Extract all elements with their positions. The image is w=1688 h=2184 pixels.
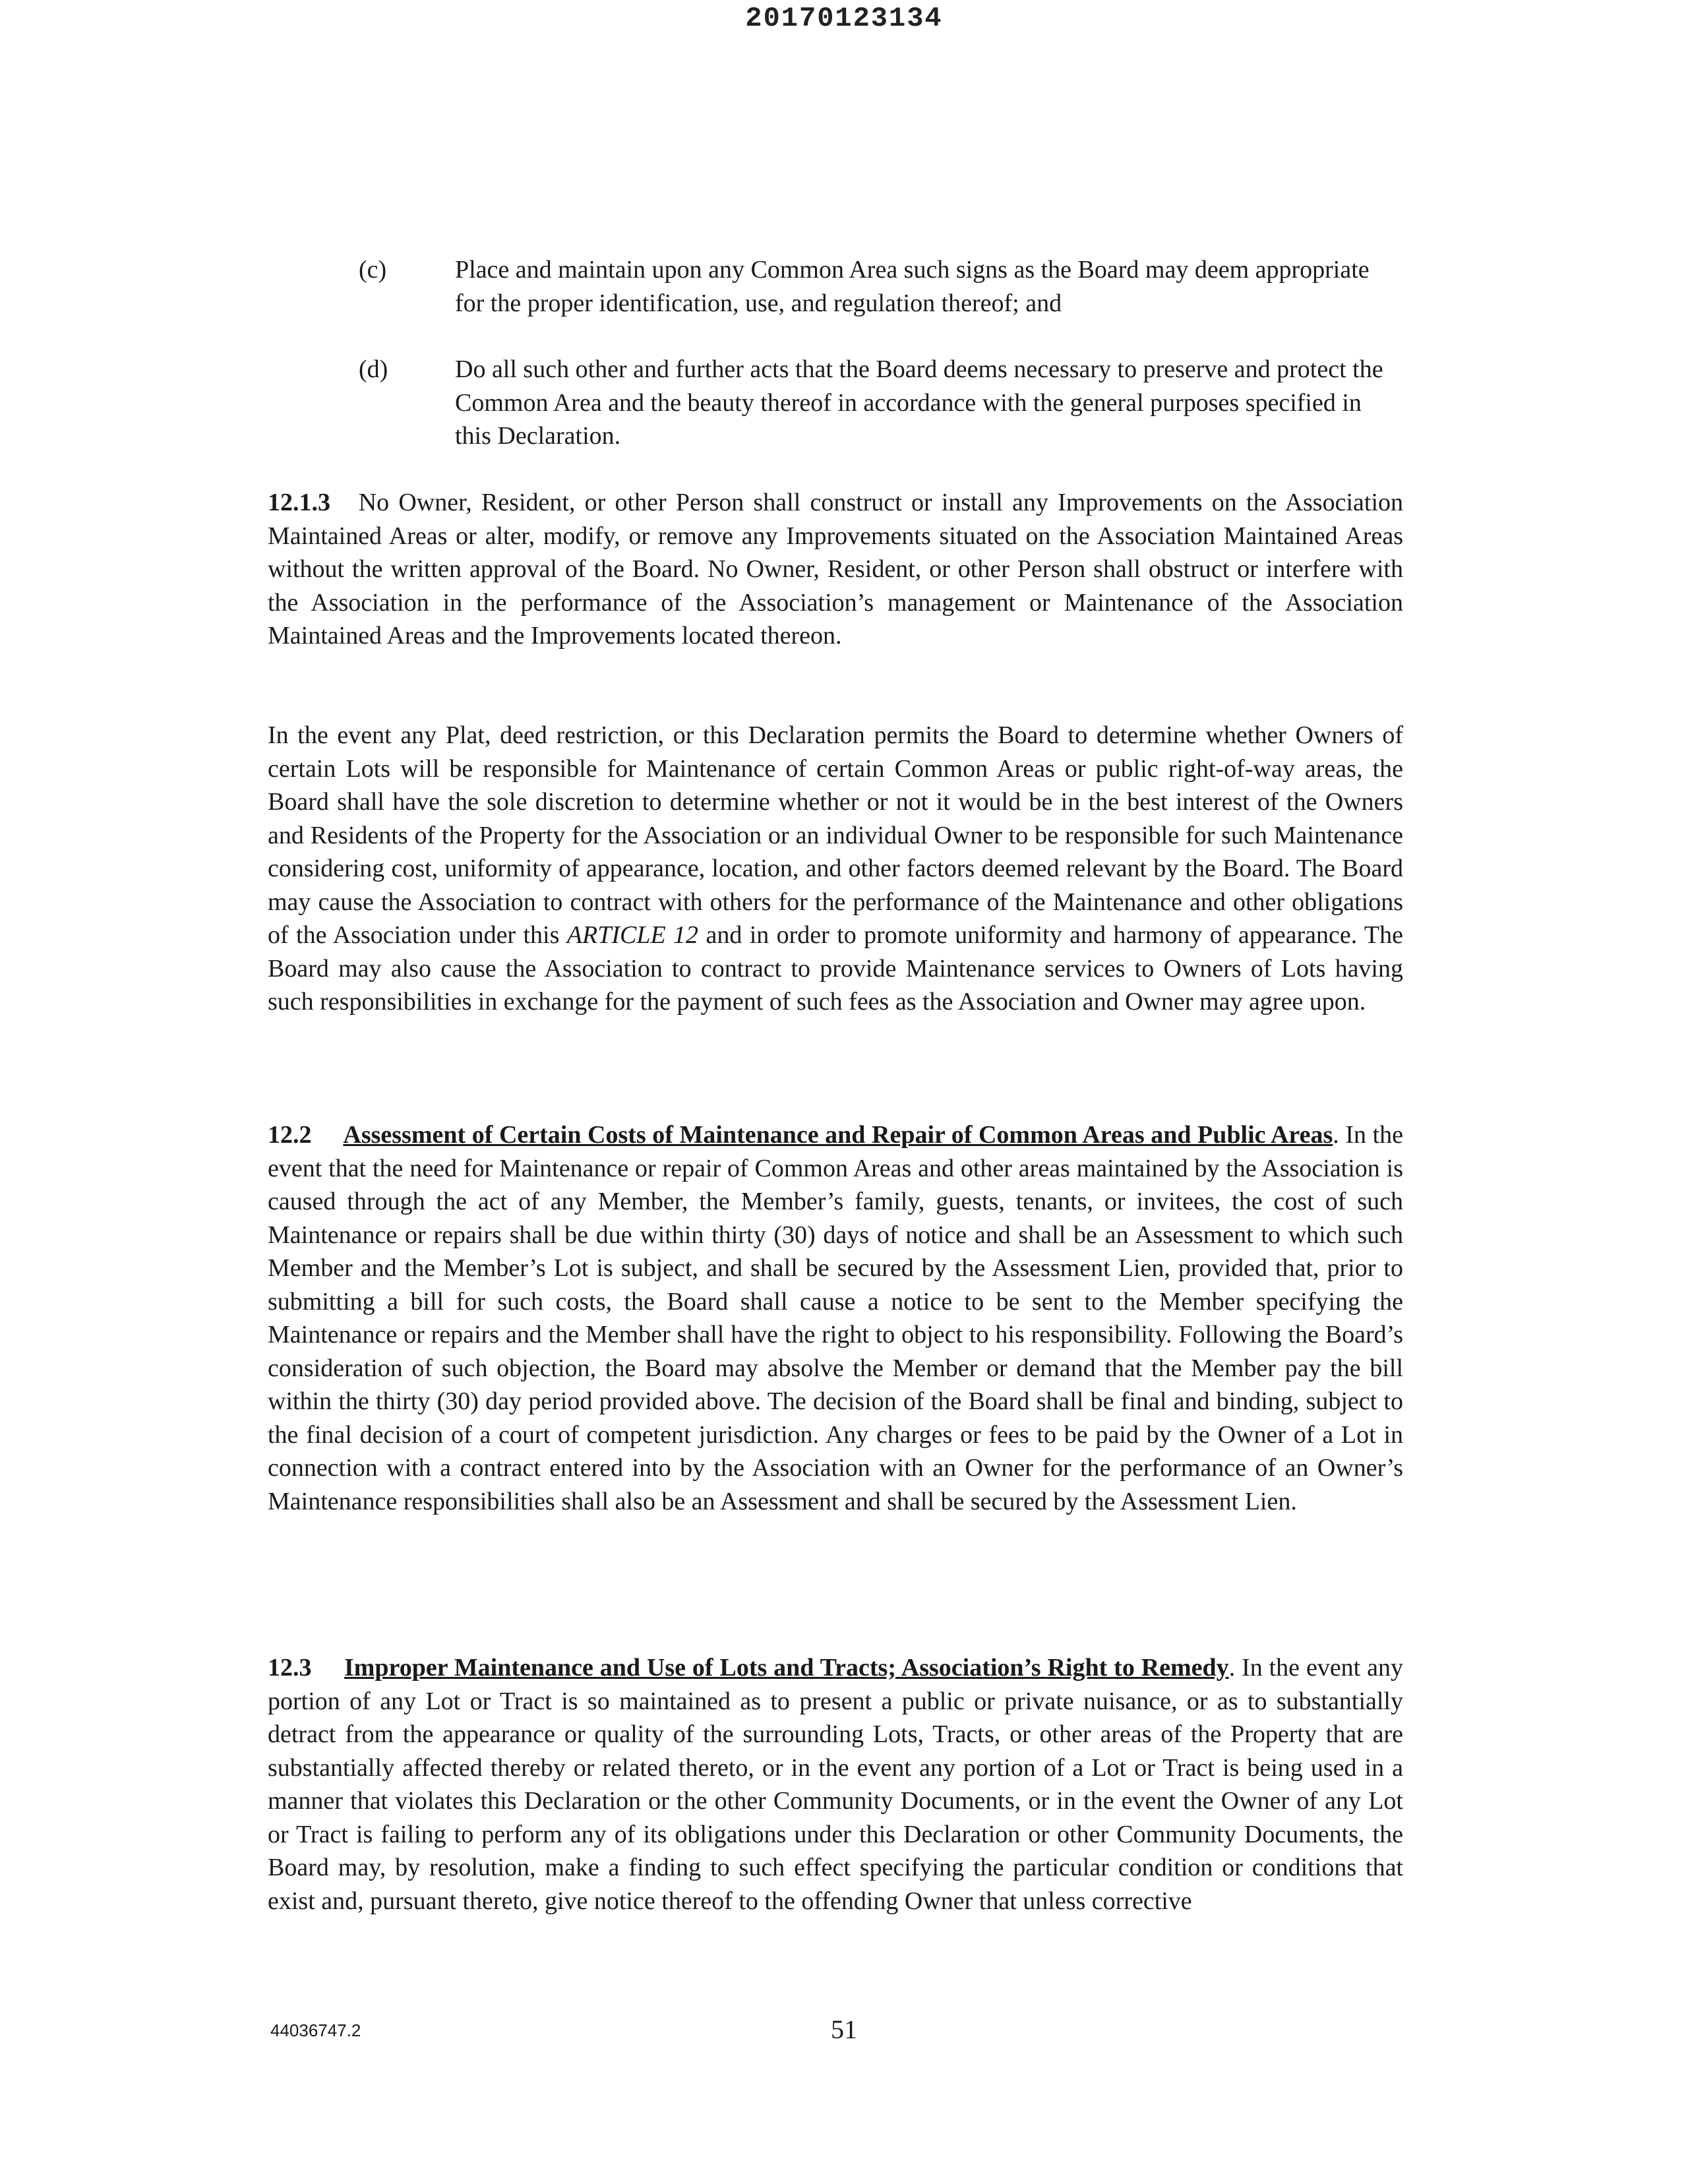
- section-number: 12.3: [268, 1654, 312, 1682]
- item-c-text: Place and maintain upon any Common Area such signs as the Board may deem appropriate for the proper identification, use, and regulation thereof; and: [455, 256, 1370, 317]
- section-12-1-3: [268, 486, 1403, 653]
- section-body: . In the event that the need for Maintenance or repair of Common Areas and other areas maintained by the Association is caused through the act of any Member, the Member’s family, guests, tenants, or invitees, the cost of such Maintenance or repairs shall be due within thirty (30) days of notice and shall be an Assessment to which such Member and the Member’s Lot is subject, and shall be secured by the Assessment Lien, provided that, prior to submitting a bill for such costs, the Board shall cause a notice to be sent to the Member specifying the Maintenance or repairs and the Member shall have the right to object to his responsibility. Following the Board’s consideration of such objection, the Board may absolve the Member or demand that the Member pay the bill within the thirty (30) day period provided above. The decision of the Board shall be final and binding, subject to the final decision of a court of competent jurisdiction. Any charges or fees to be paid by the Owner of a Lot in connection with a contract entered into by the Association with an Owner for the performance of an Owner’s Maintenance responsibilities shall also be an Assessment and shall be secured by the Assessment Lien.: [268, 1121, 1403, 1515]
- section-number: 12.1.3: [268, 489, 330, 516]
- section-title: Improper Maintenance and Use of Lots and Tracts; Association’s Right to Remedy: [344, 1654, 1229, 1682]
- paragraph-text: In the event any Plat, deed restriction, or this Declaration permits the Board to determine whether Owners of certain Lots will be responsible for Maintenance of certain Common Areas or public right-of-way areas, the Board shall have the sole discretion to determine whether or not it would be in the best interest of the Owners and Residents of the Property for the Association or an individual Owner to be responsible for such Maintenance considering cost, uniformity of appearance, location, and other factors deemed relevant by the Board. The Board may cause the Association to contract with others for the performance of the Maintenance and other obligations of the Association under this: [268, 721, 1403, 949]
- section-12-2: [268, 1118, 1403, 1518]
- section-12-3: [268, 1651, 1403, 1918]
- section-title: Assessment of Certain Costs of Maintenance and Repair of Common Areas and Public Areas: [343, 1121, 1333, 1149]
- section-number: 12.2: [268, 1121, 312, 1149]
- paragraph-text-cont: and in order to promote uniformity and harmony of appearance. The Board may also cause the Association to contract to provide Maintenance services to Owners of Lots having such responsibilities in exchange for the payment of such fees as the Association and Owner may agree upon.: [268, 921, 1403, 1016]
- article-reference: ARTICLE 12: [566, 921, 699, 949]
- section-body: No Owner, Resident, or other Person shall construct or install any Improvements on the Association Maintained Areas or alter, modify, or remove any Improvements situated on the Association Maintained Areas without the written approval of the Board. No Owner, Resident, or other Person shall obstruct or interfere with the Association in the performance of the Association’s management or Maintenance of the Association Maintained Areas and the Improvements located thereon.: [268, 489, 1403, 650]
- item-c-label: (c): [359, 256, 387, 284]
- recording-number: 20170123134: [745, 3, 943, 34]
- item-d-label: (d): [359, 355, 388, 383]
- document-id: 44036747.2: [270, 2020, 361, 2040]
- page-number: 51: [831, 2015, 857, 2044]
- plat-paragraph: [268, 719, 1403, 1019]
- section-body: . In the event any portion of any Lot or Tract is so maintained as to present a public or private nuisance, or as to substantially detract from the appearance or quality of the surrounding Lots, Tracts, or other areas of the Property that are substantially affected thereby or related thereto, or in the event any portion of a Lot or Tract is being used in a manner that violates this Declaration or the other Community Documents, or in the event the Owner of any Lot or Tract is failing to perform any of its obligations under this Declaration or other Community Documents, the Board may, by resolution, make a finding to such effect specifying the particular condition or conditions that exist and, pursuant thereto, give notice thereof to the offending Owner that unless corrective: [268, 1654, 1403, 1915]
- item-d-text: Do all such other and further acts that the Board deems necessary to preserve and protect the Common Area and the beauty thereof in accordance with the general purposes specified in this Declaration.: [455, 355, 1383, 450]
